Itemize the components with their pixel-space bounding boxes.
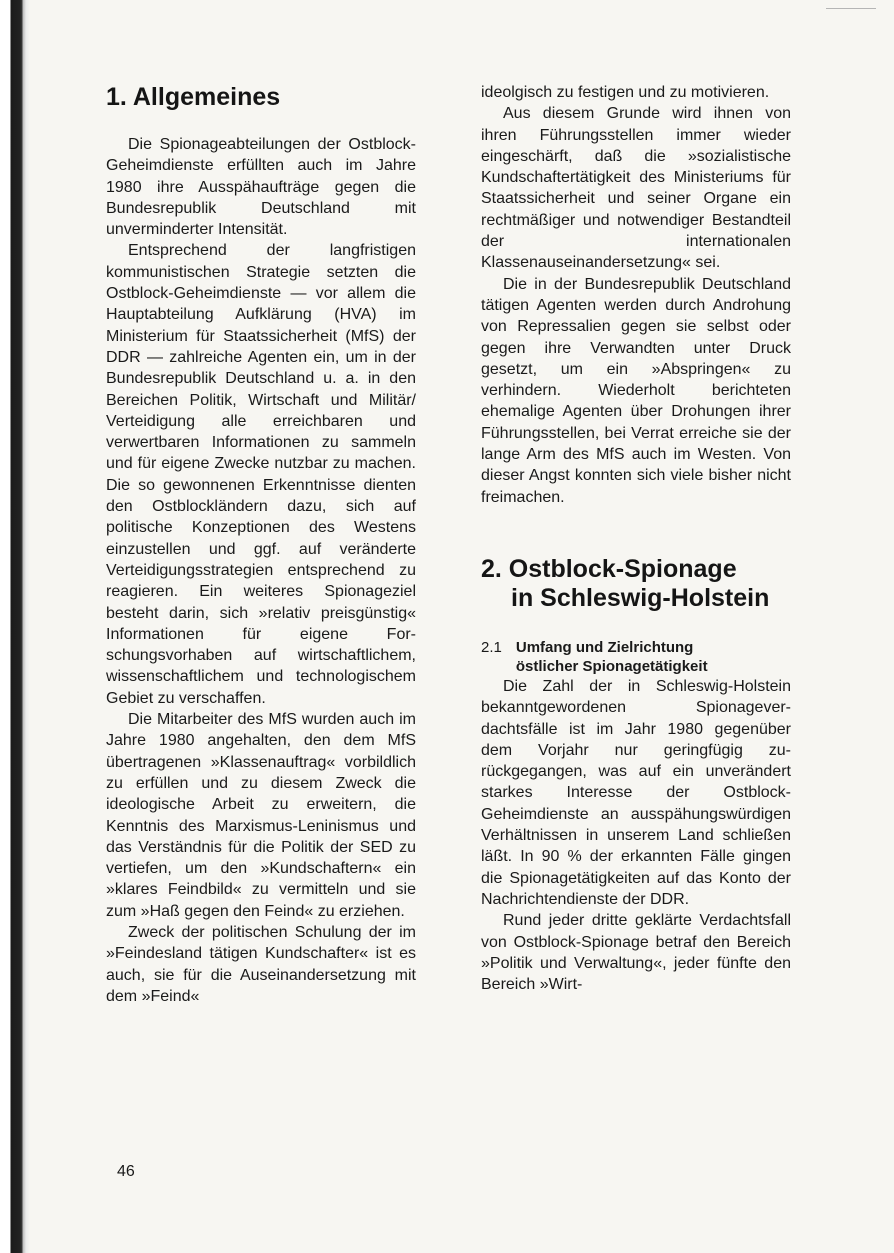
left-column	[106, 82, 416, 1007]
paragraph: Rund jeder dritte geklärte Verdachtsfall von Ostblock-Spionage betraf den Bereich »Politik und Verwaltung«, jeder fünfte den Bereich »Wirt-	[481, 912, 791, 994]
paragraph: Zweck der politischen Schulung der im »Feindesland tätigen Kundschafter« ist es auch, sie für die Auseinandersetzung mit dem »Feind«	[106, 923, 416, 1005]
paragraph: Aus diesem Grunde wird ihnen von ihren Führungsstellen immer wieder eingeschärft, daß die »sozialistische Kundschaftertätigkeit des Ministeriums für Staatssicherheit und seiner Organe ein rechtmäßiger und notwendiger Bestandteil der internationalen Klassenauseinandersetzung« sei.	[481, 105, 791, 272]
page-number: 46	[117, 1163, 135, 1180]
right-column	[481, 82, 791, 995]
paragraph: Die Mitarbeiter des MfS wurden auch im Jahre 1980 angehalten, den dem MfS übertragenen »Klassenauftrag« vorbildlich zu erfüllen und zu diesem Zweck die ideologische Arbeit zu erweitern, die Kenntnis des Marxismus-Leninismus und das Verständnis für die Politik der SED zu vertiefen, um den »Kundschaftern« ein »klares Feindbild« zu vermitteln und sie zum »Haß gegen den Feind« zu erziehen.	[106, 711, 416, 920]
section-heading-ostblock-spionage	[481, 555, 791, 613]
subsection-title	[516, 638, 708, 676]
paragraph: Die Spionageabteilungen der Ostblock-Geheimdienste erfüllten auch im Jahre 1980 ihre Ausspähaufträge gegen die Bundesrepublik Deutschland mit unverminderter Intensität.	[106, 136, 416, 239]
page-binding-edge	[0, 0, 30, 1253]
section-heading-allgemeines: 1. Allgemeines	[106, 83, 281, 111]
paragraph: Entsprechend der langfristigen kommunistischen Strategie setzten die Ostblock-Geheimdienste — vor allem die Hauptabteilung Aufklärung (HVA) im Ministerium für Staatssicherheit (MfS) der DDR — zahlreiche Agenten ein, um in der Bundesrepublik Deutschland u. a. in den Bereichen Politik, Wirtschaft und Militär/ Verteidigung alle erreichbaren und verwertbaren Informationen zu sammeln und für eigene Zwecke nutzbar zu machen. Die so gewonnenen Erkenntnisse dienten den Ostblockländern dazu, sich auf politische Konzeptionen des Westens einzustellen und ggf. auf veränderte Verteidigungsstrategien entsprechend zu reagieren. Ein weiteres Spionageziel besteht darin, sich »relativ preisgünstig« Informationen für eigene Forschungsvorhaben auf wirtschaftlichem, wissenschaftlichem und technologischem Gebiet zu verschaffen.	[106, 242, 416, 707]
subsection-number: 2.1	[481, 638, 502, 656]
subsection-title-line: Umfang und Zielrichtung	[515, 638, 694, 656]
subsection-heading	[481, 638, 791, 676]
paragraph: Die in der Bundesrepublik Deutschland tätigen Agenten werden durch Androhung von Repressalien gegen sie selbst oder gegen ihre Verwandten unter Druck gesetzt, um ein »Abspringen« zu verhindern. Wiederholt berichteten ehemalige Agenten über Drohungen ihrer Führungsstellen, bei Verrat erreiche sie der lange Arm des MfS auch im Westen. Von dieser Angst konnten sich viele bisher nicht freimachen.	[481, 275, 791, 506]
heading-line: 2. Ostblock-Spionage	[481, 554, 737, 583]
scan-corner-mark	[826, 8, 876, 9]
subsection-title-line: östlicher Spionagetätigkeit	[515, 657, 708, 675]
heading-line: in Schleswig-Holstein	[511, 583, 770, 612]
paragraph: Die Zahl der in Schleswig-Holstein bekanntgewordenen Spionageverdachtsfälle ist im Jahr 1980 gegenüber dem Vorjahr nur geringfügig zurückgegangen, was auf ein unverändert starkes Interesse der Ostblock-Geheimdienste an ausspähungswürdigen Verhältnissen in unserem Land schließen läßt. In 90 % der erkannten Fälle gingen die Spionagetätigkeiten auf das Konto der Nachrichtendienste der DDR.	[481, 677, 791, 908]
paragraph-continuation: ideolgisch zu festigen und zu motivieren.	[481, 84, 770, 101]
